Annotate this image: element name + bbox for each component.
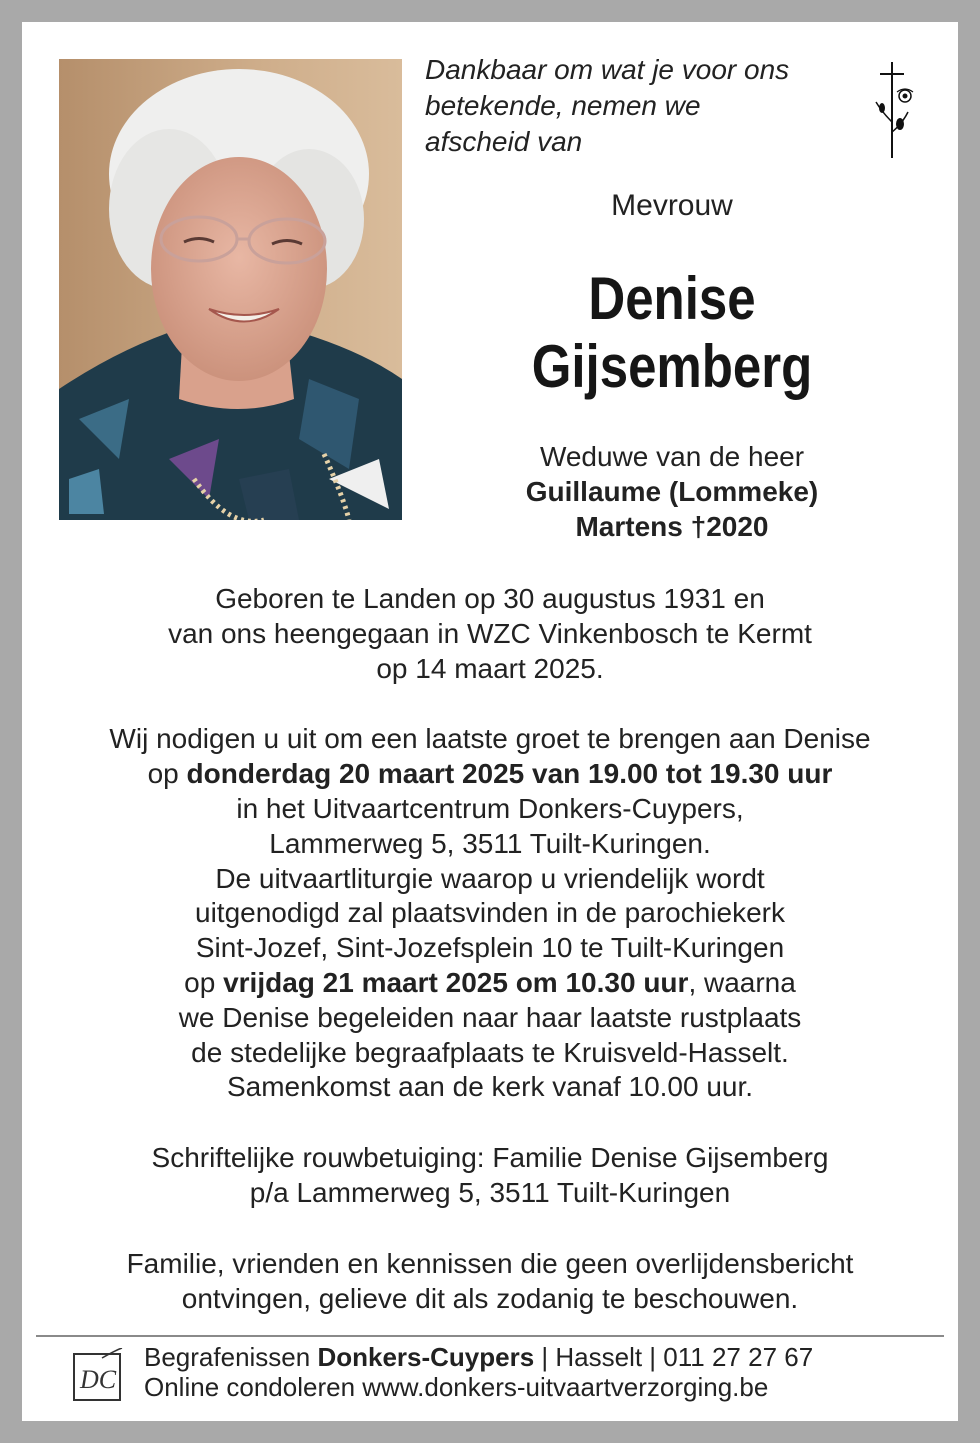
visit-line: Samenkomst aan de kerk vanaf 10.00 uur. bbox=[226, 1071, 754, 1103]
obituary-card bbox=[22, 22, 958, 1421]
intro-line: afscheid van bbox=[425, 126, 583, 157]
condolence-paragraph bbox=[22, 1141, 958, 1211]
visit-line: de stedelijke begraafplaats te Kruisveld-Hasselt. bbox=[191, 1036, 789, 1068]
intro-line: betekende, nemen we bbox=[425, 90, 701, 121]
visit-line: we Denise begeleiden naar haar laatste rustplaats bbox=[178, 1001, 802, 1033]
birth-line: van ons heengegaan in WZC Vinkenbosch te Kermt bbox=[168, 617, 812, 649]
birth-line: Geboren te Landen op 30 augustus 1931 en bbox=[215, 583, 765, 614]
husband-name: Guillaume (Lommeke) bbox=[525, 476, 819, 507]
visit-paragraph bbox=[22, 722, 958, 1105]
visit-line: Wij nodigen u uit om een laatste groet te brengen aan Denise bbox=[109, 723, 871, 755]
visitation-date: donderdag 20 maart 2025 van 19.00 tot 19.30 uur bbox=[186, 758, 833, 790]
footer-text bbox=[144, 1342, 904, 1402]
last-name: Gijsemberg bbox=[531, 333, 813, 400]
notice-line: Familie, vrienden en kennissen die geen overlijdensbericht bbox=[126, 1247, 854, 1279]
condolence-line: p/a Lammerweg 5, 3511 Tuilt-Kuringen bbox=[249, 1176, 731, 1208]
birth-line: op 14 maart 2025. bbox=[376, 652, 604, 684]
birth-paragraph bbox=[22, 582, 958, 686]
visit-line: Sint-Jozef, Sint-Jozefsplein 10 te Tuilt-Kuringen bbox=[195, 932, 785, 964]
portrait-photo bbox=[59, 59, 402, 520]
visit-line: De uitvaartliturgie waarop u vriendelijk wordt bbox=[215, 862, 765, 894]
visit-line: uitgenodigd zal plaatsvinden in de parochiekerk bbox=[195, 897, 785, 929]
visit-line: op vrijdag 21 maart 2025 om 10.30 uur, waarna bbox=[184, 966, 796, 998]
visit-line: in het Uitvaartcentrum Donkers-Cuypers, bbox=[236, 792, 744, 824]
announcement-body bbox=[22, 582, 958, 1316]
notice-paragraph bbox=[22, 1247, 958, 1317]
svg-text:DC: DC bbox=[80, 1365, 117, 1394]
intro-line: Dankbaar om wat je voor ons bbox=[425, 54, 790, 85]
visit-line: op donderdag 20 maart 2025 van 19.00 tot 19.30 uur bbox=[147, 758, 833, 790]
widow-info bbox=[442, 439, 902, 544]
husband-surname: Martens †2020 bbox=[575, 511, 769, 542]
deceased-name bbox=[511, 265, 834, 401]
salutation: Mevrouw bbox=[611, 189, 733, 222]
first-name: Denise bbox=[588, 265, 756, 332]
widow-prefix: Weduwe van de heer bbox=[539, 441, 805, 472]
funeral-date: vrijdag 21 maart 2025 om 10.30 uur bbox=[223, 966, 689, 998]
condolence-line: Schriftelijke rouwbetuiging: Familie Denise Gijsemberg bbox=[151, 1142, 829, 1174]
footer-divider bbox=[36, 1335, 944, 1337]
portrait-image bbox=[59, 59, 402, 520]
visit-line: Lammerweg 5, 3511 Tuilt-Kuringen. bbox=[269, 827, 711, 859]
notice-line: ontvingen, gelieve dit als zodanig te beschouwen. bbox=[181, 1282, 799, 1314]
funeral-home-logo bbox=[72, 1348, 124, 1409]
cross-flower-icon bbox=[872, 62, 922, 167]
footer-online-link[interactable]: Online condoleren www.donkers-uitvaartverzorging.be bbox=[144, 1372, 769, 1402]
intro-text bbox=[425, 52, 855, 160]
footer-company-row: Begrafenissen Donkers-Cuypers | Hasselt | 011 27 27 67 bbox=[144, 1342, 814, 1372]
company-name: Donkers-Cuypers bbox=[317, 1342, 535, 1372]
